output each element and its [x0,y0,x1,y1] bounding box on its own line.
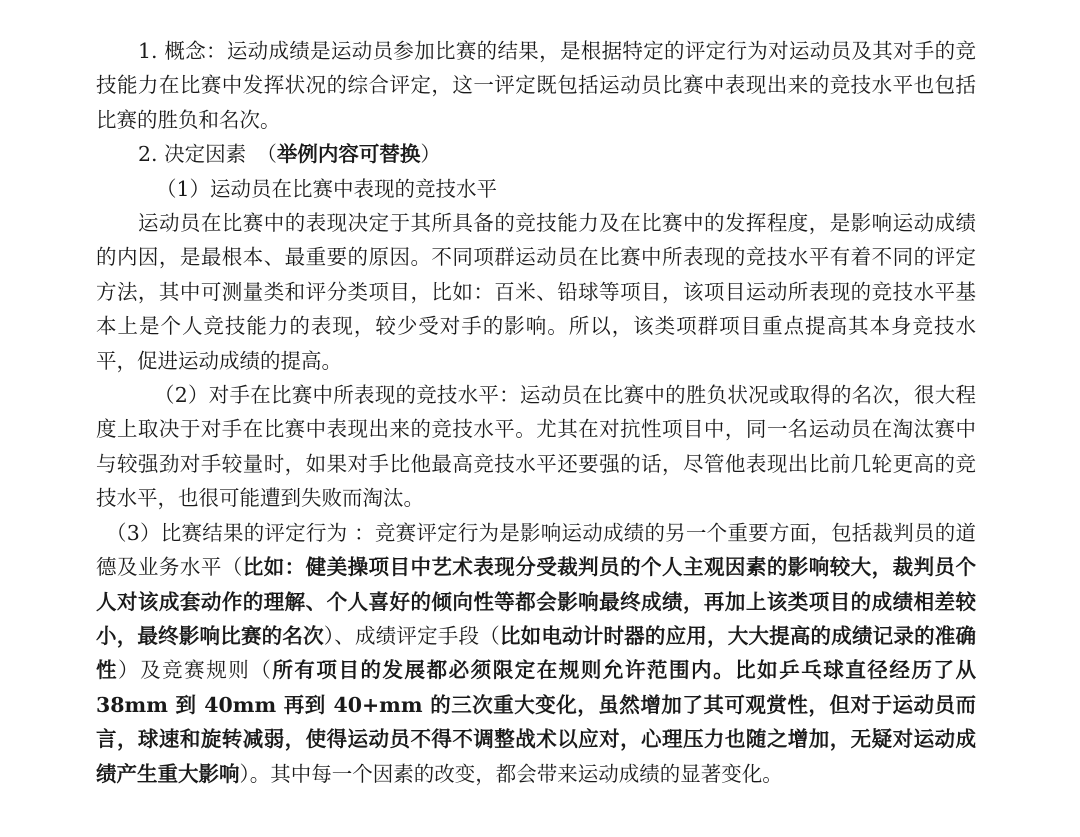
evaluation-text-a: （3）比赛结果的评定行为 ：竞赛评定行为是影响运动成绩的另一个重要方面，包括裁判员的道德及业务水平（ [96,520,976,580]
factors-heading-text: 2. 决定因素 （ [138,142,277,167]
evaluation-example-referee: 比如：健美操项目中艺术表现分受裁判员的个人主观因素的影响较大，裁判员个人对该成套动作的理解、个人喜好的倾向性等都会影响最终成绩，再加上该类项目的成绩相差较小，最终影响比赛的名次 [96,555,977,648]
evaluation-example-timer: 比如电动计时器的应用，大大提高的成绩记录的准确性 [96,623,977,683]
evaluation-text-c: ）、成绩评定手段（ [323,623,500,648]
paragraph-factors-heading [96,137,976,171]
evaluation-text-e: ）及竞赛规则（ [118,658,273,683]
subheading-competitive-level: （1）运动员在比赛中表现的竞技水平 [156,176,498,201]
document-body [96,34,976,791]
paragraph-competitive-level: 运动员在比赛中的表现决定于其所具备的竞技能力及在比赛中的发挥程度，是影响运动成绩的内因，是最根本、最重要的原因。不同项群运动员在比赛中所表现的竞技水平有着不同的评定方法，其中可测量类和评分类项目，比如：百米、铅球等项目，该项目运动所表现的竞技水平基本上是个人竞技能力的表现，较少受对手的影响。所以，该类项群项目重点提高其本身竞技水平，促进运动成绩的提高。 [96,211,976,373]
paragraph-opponent-level: （2）对手在比赛中所表现的竞技水平：运动员在比赛中的胜负状况或取得的名次，很大程度上取决于对手在比赛中表现出来的竞技水平。尤其在对抗性项目中，同一名运动员在淘汰赛中与较强劲对手较量时，如果对手比他最高竞技水平还要强的话，尽管他表现出比前几轮更高的竞技水平，也很可能遭到失败而淘汰。 [96,383,976,511]
factors-heading-note: 举例内容可替换 [276,142,421,167]
evaluation-text-g: ）。其中每一个因素的改变，都会带来运动成绩的显著变化。 [239,761,783,786]
paragraph-evaluation [96,516,976,791]
evaluation-example-rules: 所有项目的发展都必须限定在规则允许范围内。比如乒乓球直径经历了从 38mm 到 40mm 再到 40+mm 的三次重大变化，虽然增加了其可观赏性，但对于运动员而言，球速和旋转减弱，使得运动员不得不调整战术以应对，心理压力也随之增加，无疑对运动成绩产生重大影响 [96,658,977,786]
paragraph-concept: 1. 概念：运动成绩是运动员参加比赛的结果，是根据特定的评定行为对运动员及其对手的竞技能力在比赛中发挥状况的综合评定，这一评定既包括运动员比赛中表现出来的竞技水平也包括比赛的胜负和名次。 [96,39,976,132]
factors-heading-close: ） [420,142,441,167]
